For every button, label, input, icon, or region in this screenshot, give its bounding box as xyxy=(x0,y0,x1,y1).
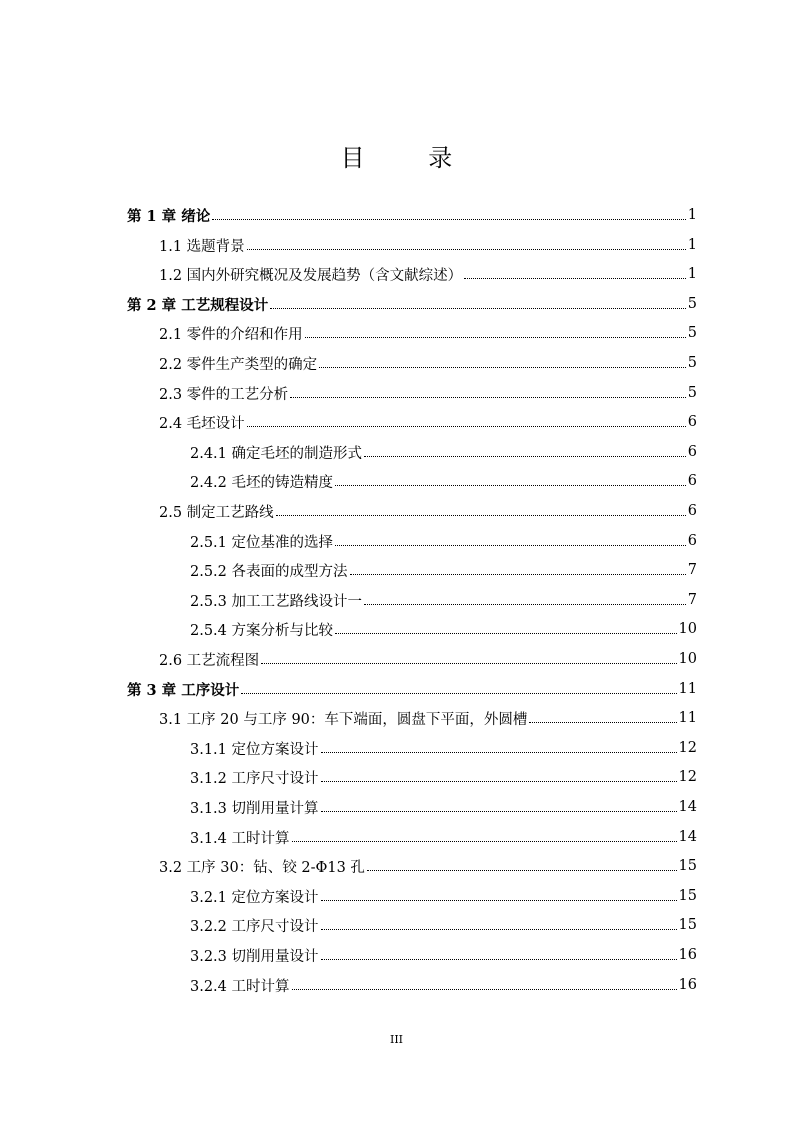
toc-dot-leader xyxy=(464,264,686,279)
toc-dot-leader xyxy=(247,235,686,250)
toc-entry-title: 2.5.2 各表面的成型方法 xyxy=(190,563,348,580)
toc-entry[interactable] xyxy=(190,941,697,969)
toc-dot-leader xyxy=(292,975,677,990)
toc-entry-page: 5 xyxy=(687,355,697,371)
toc-entry[interactable] xyxy=(190,615,697,643)
toc-entry-page: 7 xyxy=(687,562,697,578)
toc-entry-page: 5 xyxy=(687,325,697,341)
toc-entry-title: 3.2.4 工时计算 xyxy=(190,978,290,995)
toc-entry[interactable] xyxy=(159,379,697,407)
toc-entry-title: 3.1 工序 20 与工序 90：车下端面，圆盘下平面，外圆槽 xyxy=(159,711,528,728)
toc-entry[interactable] xyxy=(127,201,697,229)
toc-dot-leader xyxy=(529,708,676,723)
toc-entry-page: 5 xyxy=(687,296,697,312)
toc-entry-title: 3.1.2 工序尺寸设计 xyxy=(190,770,319,787)
toc-dot-leader xyxy=(335,531,686,546)
toc-entry-title: 第 2 章 工艺规程设计 xyxy=(127,296,269,314)
toc-entry-title: 2.5.4 方案分析与比较 xyxy=(190,622,334,639)
toc-dot-leader xyxy=(321,767,677,782)
toc-entry-page: 1 xyxy=(687,266,697,282)
toc-dot-leader xyxy=(321,797,677,812)
toc-entry-title: 1.1 选题背景 xyxy=(159,238,245,255)
toc-entry[interactable] xyxy=(190,911,697,939)
toc-entry-page: 12 xyxy=(678,769,697,785)
toc-dot-leader xyxy=(261,649,676,664)
toc-entry-title: 3.1.3 切削用量计算 xyxy=(190,800,319,817)
toc-entry-page: 14 xyxy=(678,829,697,845)
toc-entry[interactable] xyxy=(127,675,697,703)
toc-entry[interactable] xyxy=(190,556,697,584)
toc-entry-page: 15 xyxy=(678,888,697,904)
toc-entry-page: 16 xyxy=(678,977,697,993)
toc-entry-title: 3.2 工序 30：钻、铰 2-Φ13 孔 xyxy=(159,859,365,876)
toc-entry[interactable] xyxy=(159,645,697,673)
toc-dot-leader xyxy=(247,412,686,427)
toc-entry[interactable] xyxy=(190,734,697,762)
toc-entry-page: 11 xyxy=(678,710,697,726)
toc-entry[interactable] xyxy=(159,231,697,259)
toc-dot-leader xyxy=(321,738,677,753)
toc-entry-title: 2.3 零件的工艺分析 xyxy=(159,386,289,403)
toc-entry-title: 3.2.3 切削用量设计 xyxy=(190,948,319,965)
toc-entry-title: 2.6 工艺流程图 xyxy=(159,652,260,669)
toc-entry-page: 10 xyxy=(678,651,697,667)
toc-entry[interactable] xyxy=(190,527,697,555)
toc-entry[interactable] xyxy=(159,408,697,436)
toc-entry-page: 15 xyxy=(678,858,697,874)
toc-entry-title: 第 1 章 绪论 xyxy=(127,207,211,225)
toc-entry-title: 3.2.2 工序尺寸设计 xyxy=(190,918,319,935)
toc-entry-page: 6 xyxy=(687,473,697,489)
toc-dot-leader xyxy=(350,560,686,575)
toc-dot-leader xyxy=(321,915,677,930)
toc-dot-leader xyxy=(292,827,677,842)
toc-entry[interactable] xyxy=(159,497,697,525)
toc-dot-leader xyxy=(212,205,686,220)
toc-entry[interactable] xyxy=(190,438,697,466)
toc-entry-page: 14 xyxy=(678,799,697,815)
toc-entry[interactable] xyxy=(190,467,697,495)
toc-entry-page: 6 xyxy=(687,533,697,549)
toc-entry[interactable] xyxy=(190,971,697,999)
toc-dot-leader xyxy=(276,501,686,516)
toc-dot-leader xyxy=(321,886,677,901)
toc-dot-leader xyxy=(364,590,686,605)
toc-dot-leader xyxy=(270,294,686,309)
toc-dot-leader xyxy=(335,619,677,634)
page-number: III xyxy=(389,1033,404,1046)
toc-entry-page: 11 xyxy=(678,681,697,697)
toc-entry[interactable] xyxy=(159,704,697,732)
toc-dot-leader xyxy=(335,471,686,486)
toc-entry[interactable] xyxy=(190,793,697,821)
toc-entry-page: 1 xyxy=(687,207,697,223)
toc-entry[interactable] xyxy=(190,882,697,910)
toc-entry[interactable] xyxy=(159,260,697,288)
toc-entry-title: 2.4 毛坯设计 xyxy=(159,415,245,432)
page-title: 目 录 xyxy=(340,144,481,172)
toc-entry[interactable] xyxy=(190,823,697,851)
toc-entry-title: 3.2.1 定位方案设计 xyxy=(190,889,319,906)
toc-entry[interactable] xyxy=(127,290,697,318)
toc-entry-title: 2.5.1 定位基准的选择 xyxy=(190,534,334,551)
toc-entry-title: 2.5 制定工艺路线 xyxy=(159,504,274,521)
toc-entry-title: 2.5.3 加工工艺路线设计一 xyxy=(190,593,363,610)
toc-dot-leader xyxy=(321,945,677,960)
toc-entry-page: 15 xyxy=(678,917,697,933)
toc-entry-title: 3.1.4 工时计算 xyxy=(190,830,290,847)
toc-dot-leader xyxy=(305,323,686,338)
toc-entry-page: 6 xyxy=(687,444,697,460)
toc-entry-page: 7 xyxy=(687,592,697,608)
toc-entry[interactable] xyxy=(159,852,697,880)
toc-entry[interactable] xyxy=(159,349,697,377)
toc-dot-leader xyxy=(241,679,676,694)
toc-entry[interactable] xyxy=(190,586,697,614)
toc-entry[interactable] xyxy=(190,763,697,791)
toc-dot-leader xyxy=(290,383,686,398)
toc-entry-page: 6 xyxy=(687,414,697,430)
toc-entry-title: 2.4.1 确定毛坯的制造形式 xyxy=(190,445,363,462)
toc-entry-title: 2.1 零件的介绍和作用 xyxy=(159,326,303,343)
toc-entry-page: 12 xyxy=(678,740,697,756)
toc-entry-page: 16 xyxy=(678,947,697,963)
toc-entry[interactable] xyxy=(159,319,697,347)
toc-dot-leader xyxy=(367,856,677,871)
toc-entry-title: 2.2 零件生产类型的确定 xyxy=(159,356,318,373)
toc-dot-leader xyxy=(364,442,686,457)
toc-entry-title: 3.1.1 定位方案设计 xyxy=(190,741,319,758)
toc-entry-page: 1 xyxy=(687,237,697,253)
toc-dot-leader xyxy=(319,353,686,368)
toc-entry-page: 10 xyxy=(678,621,697,637)
toc-entry-page: 5 xyxy=(687,385,697,401)
toc-entry-title: 第 3 章 工序设计 xyxy=(127,681,240,699)
toc-entry-page: 6 xyxy=(687,503,697,519)
toc-entry-title: 1.2 国内外研究概况及发展趋势（含文献综述） xyxy=(159,267,463,284)
toc-entry-title: 2.4.2 毛坯的铸造精度 xyxy=(190,474,334,491)
